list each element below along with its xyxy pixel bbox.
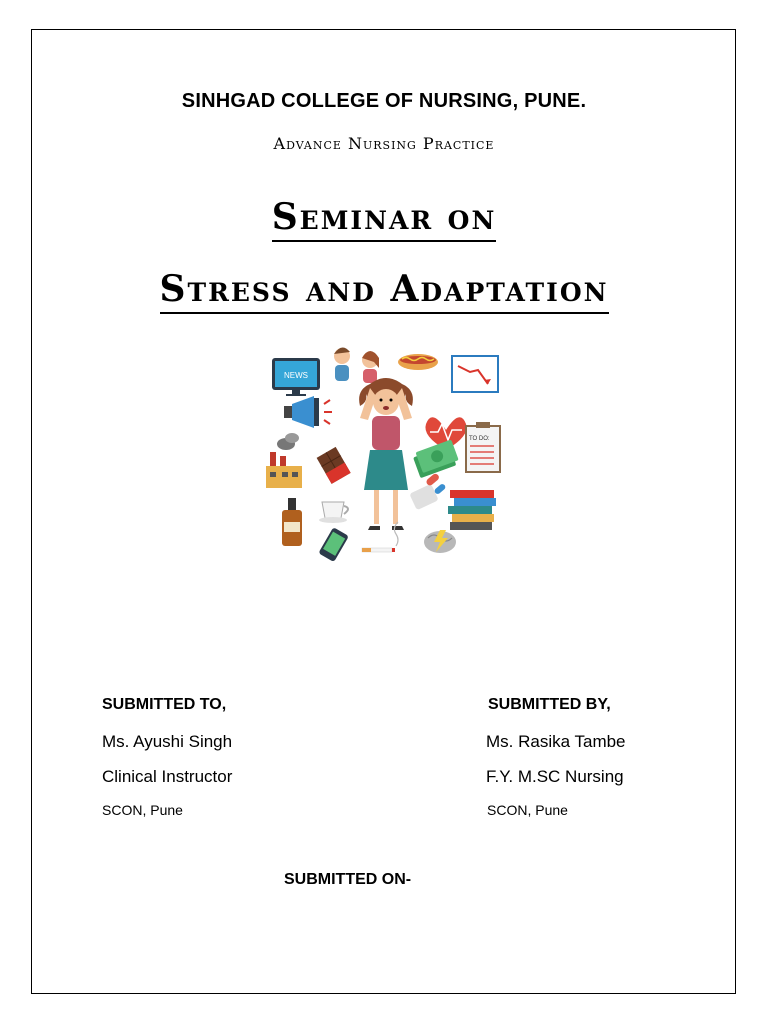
pills-icon bbox=[409, 472, 446, 510]
submitted-by-institution: SCON, Pune bbox=[487, 802, 568, 818]
whiskey-bottle-icon bbox=[282, 498, 302, 546]
money-icon bbox=[412, 439, 460, 478]
title-line-1 bbox=[0, 196, 768, 242]
arguing-people-icon bbox=[334, 347, 379, 383]
chocolate-icon bbox=[317, 447, 351, 484]
stress-illustration bbox=[262, 340, 512, 565]
submitted-to-institution: SCON, Pune bbox=[102, 802, 183, 818]
coffee-cup-icon bbox=[319, 502, 348, 523]
todo-clipboard-icon bbox=[466, 422, 500, 472]
submitted-to-designation: Clinical Instructor bbox=[102, 767, 233, 786]
title-line-1-text: Seminar on bbox=[272, 196, 497, 242]
title-line-2-text: Stress and Adaptation bbox=[160, 268, 609, 314]
submitted-by-name: Ms. Rasika Tambe bbox=[486, 732, 626, 751]
stressed-woman-icon bbox=[359, 378, 413, 530]
books-icon bbox=[448, 490, 496, 530]
factory-icon bbox=[266, 433, 302, 488]
hotdog-icon bbox=[398, 354, 438, 370]
svg-text:NEWS: NEWS bbox=[284, 371, 308, 380]
title-line-2 bbox=[0, 268, 768, 314]
submitted-on-label: SUBMITTED ON- bbox=[284, 871, 412, 888]
submitted-to-name: Ms. Ayushi Singh bbox=[102, 732, 233, 751]
brain-stress-icon bbox=[424, 530, 456, 553]
smartphone-icon bbox=[318, 527, 349, 562]
college-name: SINHGAD COLLEGE OF NURSING, PUNE. bbox=[181, 90, 587, 112]
submitted-by-designation: F.Y. M.SC Nursing bbox=[486, 767, 624, 786]
falling-chart-icon bbox=[452, 356, 498, 392]
tv-news-icon bbox=[272, 358, 320, 396]
svg-text:TO DO:: TO DO: bbox=[469, 436, 490, 442]
submitted-by-heading: SUBMITTED BY, bbox=[488, 696, 611, 713]
megaphone-icon bbox=[284, 396, 332, 428]
submitted-to-heading: SUBMITTED TO, bbox=[102, 696, 227, 713]
subject-name: Advance Nursing Practice bbox=[273, 134, 495, 153]
